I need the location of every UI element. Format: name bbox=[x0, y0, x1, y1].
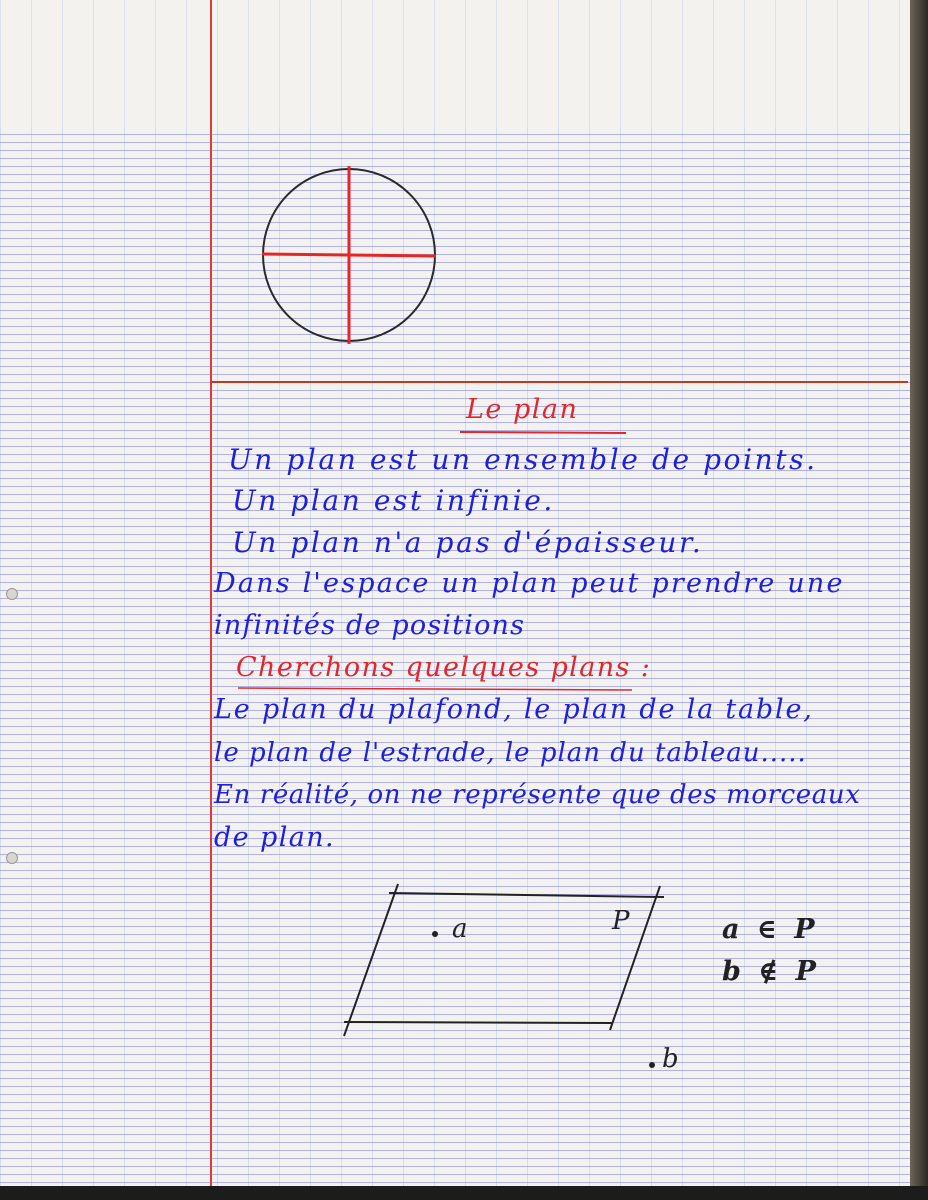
relation-b-not-in-p: b ∉ P bbox=[722, 956, 820, 987]
horizontal-diameter bbox=[262, 254, 436, 256]
relation-a-in-p: a ∈ P bbox=[722, 914, 819, 945]
title-underline bbox=[460, 432, 626, 433]
text-line: Un plan est un ensemble de points. bbox=[228, 443, 818, 476]
text-line: Un plan n'a pas d'épaisseur. bbox=[232, 526, 704, 559]
circle-diagram bbox=[262, 166, 436, 344]
example-line: de plan. bbox=[214, 822, 336, 853]
point-b-label: b bbox=[662, 1044, 679, 1074]
point-b-dot bbox=[649, 1062, 655, 1068]
text-line: Un plan est infinie. bbox=[232, 484, 555, 517]
subheading-underline bbox=[238, 688, 632, 690]
example-line: le plan de l'estrade, le plan du tableau..... bbox=[214, 738, 807, 768]
example-line: En réalité, on ne représente que des morceaux bbox=[214, 780, 861, 810]
point-a-dot bbox=[432, 931, 438, 937]
point-a-label: a bbox=[452, 914, 468, 944]
subheading: Cherchons quelques plans : bbox=[236, 652, 652, 683]
example-line: Le plan du plafond, le plan de la table, bbox=[214, 694, 814, 725]
text-line: infinités de positions bbox=[214, 610, 526, 641]
text-line: Dans l'espace un plan peut prendre une bbox=[214, 568, 845, 599]
plane-p-label: P bbox=[612, 906, 630, 936]
lesson-title: Le plan bbox=[466, 394, 579, 425]
